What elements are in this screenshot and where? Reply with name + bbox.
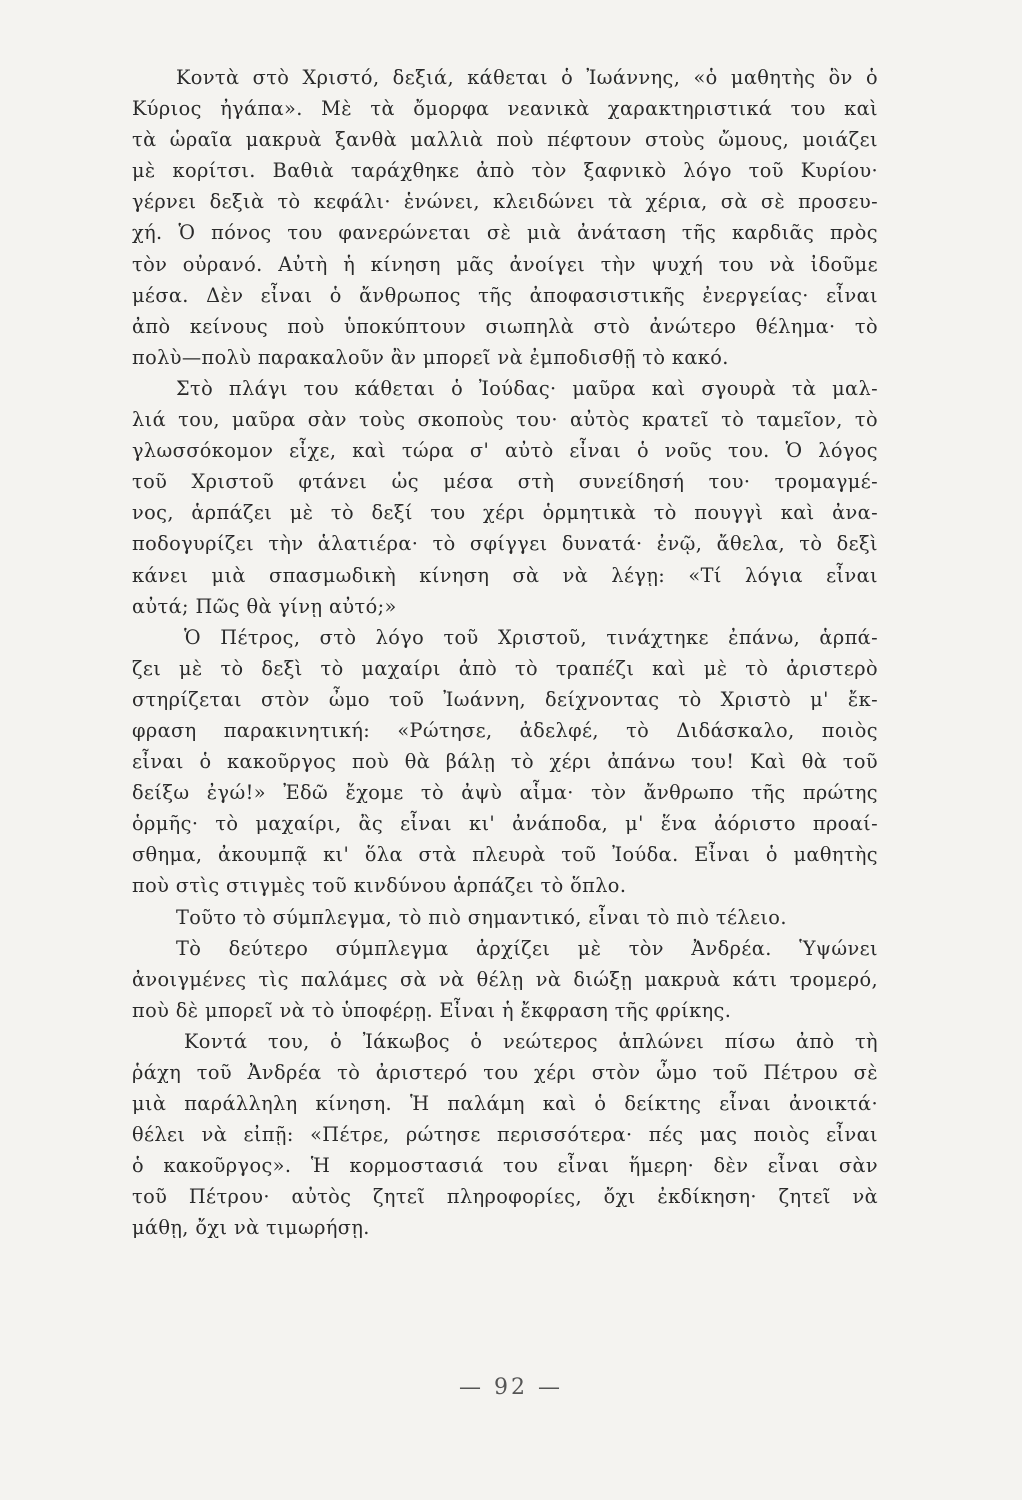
text-line: τοῦ Χριστοῦ φτάνει ὡς μέσα στὴ συνείδησή του· τρομαγμέ- xyxy=(132,470,878,494)
text-line: δείξω ἐγώ!» Ἐδῶ ἔχομε τὸ ἀψὺ αἷμα· τὸν ἄνθρωπο τῆς πρώτης xyxy=(132,781,878,805)
text-line: ἀνοιγμένες τὶς παλάμες σὰ νὰ θέλῃ νὰ διώξῃ μακρυὰ κάτι τρομερό, xyxy=(132,967,878,991)
page-number: — 92 — xyxy=(459,1375,563,1400)
text-line: μὲ κορίτσι. Βαθιὰ ταράχθηκε ἀπὸ τὸν ξαφνικὸ λόγο τοῦ Κυρίου· xyxy=(132,159,878,183)
text-line: πολὺ—πολὺ παρακαλοῦν ἂν μπορεῖ νὰ ἐμποδισθῇ τὸ κακό. xyxy=(132,345,729,369)
text-line: ποὺ στὶς στιγμὲς τοῦ κινδύνου ἁρπάζει τὸ ὅπλο. xyxy=(132,874,627,898)
text-line: φραση παρακινητική: «Ρώτησε, ἀδελφέ, τὸ Διδάσκαλο, ποιὸς xyxy=(132,718,878,742)
text-line: Κοντά του, ὁ Ἰάκωβος ὁ νεώτερος ἁπλώνει πίσω ἀπὸ τὴ xyxy=(184,1029,878,1053)
text-line: ποδογυρίζει τὴν ἁλατιέρα· τὸ σφίγγει δυνατά· ἐνῷ, ἄθελα, τὸ δεξὶ xyxy=(132,532,878,556)
text-line: σθημα, ἀκουμπᾷ κι' ὅλα στὰ πλευρὰ τοῦ Ἰούδα. Εἶναι ὁ μαθητὴς xyxy=(132,843,878,867)
text-line: τὸν οὐρανό. Αὐτὴ ἡ κίνηση μᾶς ἀνοίγει τὴν ψυχή του νὰ ἰδοῦμε xyxy=(132,252,878,276)
text-line: κάνει μιὰ σπασμωδικὴ κίνηση σὰ νὰ λέγῃ: «Τί λόγια εἶναι xyxy=(132,563,878,587)
text-line: Κύριος ἠγάπα». Μὲ τὰ ὄμορφα νεανικὰ χαρακτηριστικά του καὶ xyxy=(132,97,878,121)
text-line: εἶναι ὁ κακοῦργος ποὺ θὰ βάλῃ τὸ χέρι ἀπάνω του! Καὶ θὰ τοῦ xyxy=(132,750,878,774)
text-line: ὁρμῆς· τὸ μαχαίρι, ἂς εἶναι κι' ἀνάποδα, μ' ἕνα ἀόριστο προαί- xyxy=(132,812,878,836)
text-line: μάθῃ, ὄχι νὰ τιμωρήσῃ. xyxy=(132,1216,370,1240)
text-line: νος, ἁρπάζει μὲ τὸ δεξί του χέρι ὁρμητικὰ τὸ πουγγὶ καὶ ἀνα- xyxy=(132,501,878,525)
text-line: Τὸ δεύτερο σύμπλεγμα ἀρχίζει μὲ τὸν Ἀνδρέα. Ὑψώνει xyxy=(176,936,878,960)
text-line: Στὸ πλάγι του κάθεται ὁ Ἰούδας· μαῦρα καὶ σγουρὰ τὰ μαλ- xyxy=(176,376,878,400)
text-line: ζει μὲ τὸ δεξὶ τὸ μαχαίρι ἀπὸ τὸ τραπέζι καὶ μὲ τὸ ἀριστερὸ xyxy=(132,656,878,680)
text-line: θέλει νὰ εἰπῇ: «Πέτρε, ρώτησε περισσότερα· πές μας ποιὸς εἶναι xyxy=(132,1123,878,1147)
text-line: τὰ ὡραῖα μακρυὰ ξανθὰ μαλλιὰ ποὺ πέφτουν στοὺς ὤμους, μοιάζει xyxy=(132,128,878,152)
text-line: χή. Ὁ πόνος του φανερώνεται σὲ μιὰ ἀνάταση τῆς καρδιᾶς πρὸς xyxy=(132,221,878,245)
text-line: ῥάχη τοῦ Ἀνδρέα τὸ ἀριστερό του χέρι στὸν ὦμο τοῦ Πέτρου σὲ xyxy=(132,1061,878,1084)
text-line: στηρίζεται στὸν ὦμο τοῦ Ἰωάννη, δείχνοντας τὸ Χριστὸ μ' ἔκ- xyxy=(132,687,878,711)
text-line: Τοῦτο τὸ σύμπλεγμα, τὸ πιὸ σημαντικό, εἶναι τὸ πιὸ τέλειο. xyxy=(176,905,787,929)
text-line: λιά του, μαῦρα σὰν τοὺς σκοποὺς του· αὐτὸς κρατεῖ τὸ ταμεῖον, τὸ xyxy=(132,408,878,432)
text-line: Κοντὰ στὸ Χριστό, δεξιά, κάθεται ὁ Ἰωάννης, «ὁ μαθητὴς ὃν ὁ xyxy=(176,66,878,89)
text-line: μιὰ παράλληλη κίνηση. Ἡ παλάμη καὶ ὁ δείκτης εἶναι ἀνοικτά· xyxy=(132,1092,878,1116)
text-line: γλωσσόκομον εἶχε, καὶ τώρα σ' αὐτὸ εἶναι ὁ νοῦς του. Ὁ λόγος xyxy=(132,439,878,463)
text-line: γέρνει δεξιὰ τὸ κεφάλι· ἑνώνει, κλειδώνει τὰ χέρια, σὰ σὲ προσευ- xyxy=(132,190,878,214)
text-line: τοῦ Πέτρου· αὐτὸς ζητεῖ πληροφορίες, ὄχι ἐκδίκηση· ζητεῖ νὰ xyxy=(132,1185,878,1209)
text-line: ποὺ δὲ μπορεῖ νὰ τὸ ὑποφέρῃ. Εἶναι ἡ ἔκφραση τῆς φρίκης. xyxy=(132,998,732,1022)
text-line: ὁ κακοῦργος». Ἡ κορμοστασιά του εἶναι ἥμερη· δὲν εἶναι σὰν xyxy=(132,1154,878,1178)
text-line: ἀπὸ κείνους ποὺ ὑποκύπτουν σιωπηλὰ στὸ ἀνώτερο θέλημα· τὸ xyxy=(132,314,878,338)
text-line: αὐτά; Πῶς θὰ γίνῃ αὐτό;» xyxy=(132,594,397,618)
text-line: Ὁ Πέτρος, στὸ λόγο τοῦ Χριστοῦ, τινάχτηκε ἐπάνω, ἁρπά- xyxy=(184,625,878,649)
text-line: μέσα. Δὲν εἶναι ὁ ἄνθρωπος τῆς ἀποφασιστικῆς ἐνεργείας· εἶναι xyxy=(132,283,878,307)
body-text xyxy=(132,62,878,1244)
